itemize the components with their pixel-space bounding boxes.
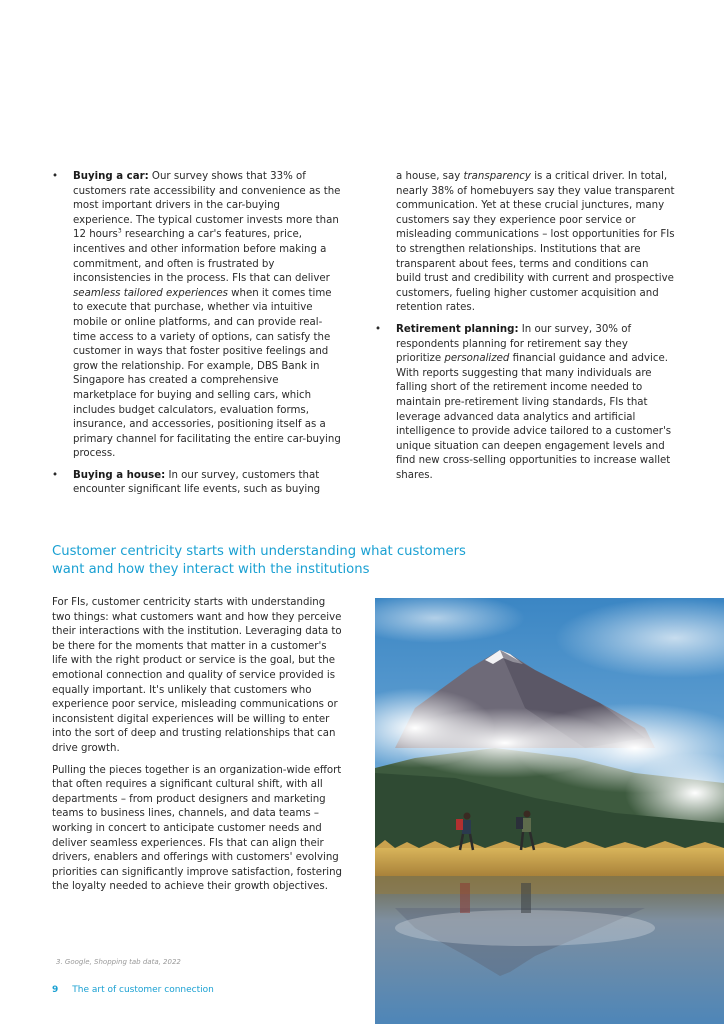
bullet-buying-house <box>52 469 342 498</box>
section-heading <box>52 543 482 579</box>
page-number: 9 <box>52 985 59 995</box>
bullet-icon: • <box>52 171 59 182</box>
emphasis-text: transparency <box>463 171 531 182</box>
emphasis-text: personalized <box>444 353 510 365</box>
paragraph: Pulling the pieces together is an organization-wide effort that often requires a significant cultural shift, with all departments – from product designers and marketing teams to business lines, channels, and data teams – working in concert to anticipate customer needs and deliver seamless experiences. FIs that can align their drivers, enablers and offerings with customers' evolving priorities can significantly improve satisfaction, fostering the loyalty needed to achieve their growth objectives. <box>52 764 343 893</box>
mountain-lake-image <box>375 598 724 1024</box>
bullet-text: financial guidance and advice. With reports suggesting that many individuals are falling short of the retirement income needed to maintain pre-retirement living standards, FIs that leverage advanced data analytics and artificial intelligence to provide advice tailored to a customer's unique situation can deepen engagement levels and find new cross-selling opportunities to increase wallet shares. <box>396 353 672 481</box>
bullet-title: Buying a car: <box>73 171 149 182</box>
bullet-title: Retirement planning: <box>396 323 519 335</box>
section-body <box>52 596 344 902</box>
bullet-text: In our survey, 30% of respondents planning for retirement say they prioritize <box>396 323 632 365</box>
page-footer <box>52 985 214 995</box>
footnote-ref: 3 <box>117 227 122 235</box>
paragraph: For FIs, customer centricity starts with understanding two things: what customers want and how they perceive their interactions with the institution. Leveraging data to be there for the moments that matter in a customer's life with the right product or service is the goal, but the emotional connection and quality of service provided is equally important. It's unlikely that customers who experience poor service, misleading communications or inconsistent digital experiences will be willing to enter into the sort of deep and trusting relationships that can drive growth. <box>52 597 342 754</box>
bullet-retirement <box>375 323 675 484</box>
bullet-icon: • <box>375 323 382 335</box>
bullet-buying-house-continued <box>375 170 675 316</box>
bullet-text: In our survey, customers that encounter significant life events, such as buying <box>73 469 321 496</box>
bullet-text: when it comes time to execute that purchase, whether via intuitive mobile or online platforms, and can provide real-time access to a variety of options, can satisfy the customer in ways that foster positive feelings and grow the relationship. For example, DBS Bank in Singapore has created a comprehensive marketplace for buying and selling cars, which includes budget calculators, evaluation forms, insurance, and accessories, positioning itself as a primary channel for facilitating the entire car-buying process. <box>73 287 341 460</box>
heading-line: Customer centricity starts with understanding what customers <box>52 544 466 559</box>
footer-title: The art of customer connection <box>72 985 214 995</box>
bullet-text: is a critical driver. In total, nearly 38% of homebuyers say they value transparent communication. Yet at these crucial junctures, many customers say they experience poor service or misleading communications – lost opportunities for FIs to strengthen relationships. Institutions that are transparent about fees, terms and conditions can build trust and credibility with current and prospective customers, fueling higher customer acquisition and retention rates. <box>396 171 675 314</box>
footnote: 3. Google, Shopping tab data, 2022 <box>56 958 181 966</box>
bullet-list-left <box>52 170 342 498</box>
landscape-photo <box>375 598 724 1024</box>
bullet-icon: • <box>52 469 59 481</box>
emphasis-text: seamless tailored experiences <box>73 287 228 299</box>
bullet-text: a house, say <box>396 171 464 182</box>
right-column <box>375 170 675 490</box>
bullet-buying-car <box>52 170 342 462</box>
bullet-title: Buying a house: <box>73 469 166 481</box>
bullet-list-right <box>375 323 675 484</box>
bullet-text: Our survey shows that 33% of customers rate accessibility and convenience as the most important drivers in the car-buying experience. The typical customer invests more than 12 hours <box>73 171 341 241</box>
heading-line: want and how they interact with the institutions <box>52 562 370 577</box>
left-column <box>52 170 342 505</box>
bullet-text: researching a car's features, price, incentives and other information before making a commitment, and often is frustrated by inconsistencies in the process. FIs that can deliver <box>73 229 330 285</box>
